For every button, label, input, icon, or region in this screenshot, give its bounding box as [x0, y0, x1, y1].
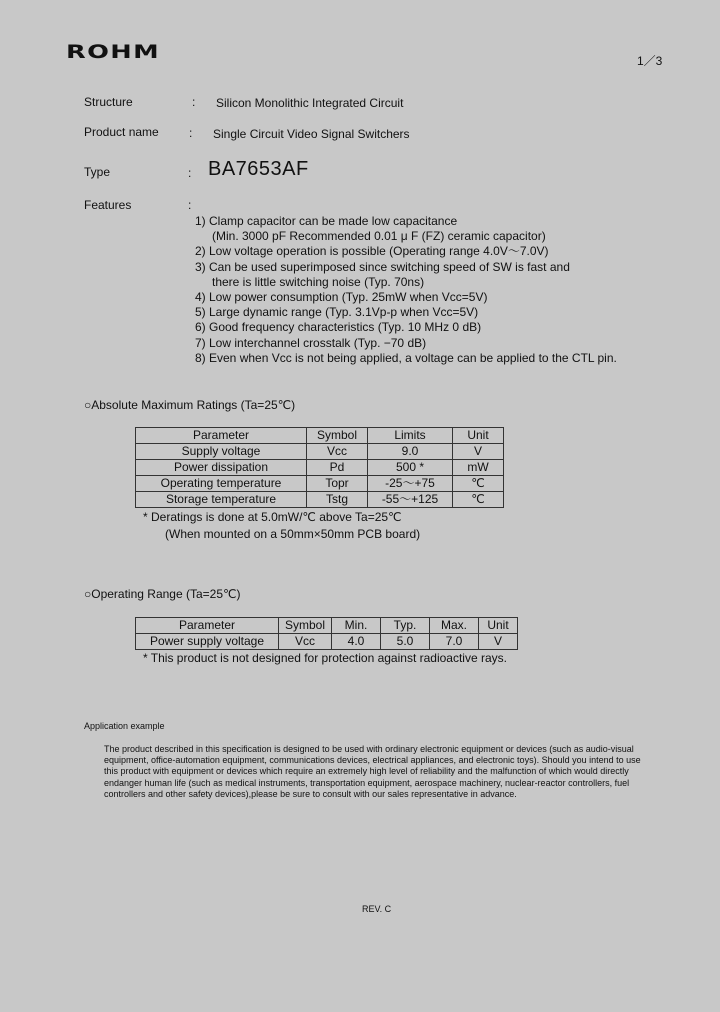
feature-item: 7) Low interchannel crosstalk (Typ. −70 dB) [195, 335, 427, 350]
structure-value: Silicon Monolithic Integrated Circuit [216, 96, 404, 110]
revision-label: REV. C [362, 904, 392, 914]
feature-item: 4) Low power consumption (Typ. 25mW when Vcc=5V) [195, 290, 488, 305]
table-cell: 4.0 [332, 634, 381, 650]
table-cell: Storage temperature [136, 492, 307, 508]
application-body: The product described in this specification is designed to be used with ordinary electronic equipment or devices (such as audio-visual equipment, office-automation equipment, communications devices, electrical appliances, and electronic toys). Should you intend to use this product with equipment or devices which require an extremely high level of reliability and the malfunction of which would directly endanger human life (such as medical instruments, transportation equipment, aerospace machinery, nuclear-reactor controllers, fuel controllers and other safety devices),please be sure to consult with our sales representative in advance. [104, 744, 641, 799]
table-cell: Tstg [307, 492, 368, 508]
structure-label: Structure [84, 95, 133, 109]
table-header-row [136, 618, 518, 634]
features-list [195, 214, 617, 366]
page-number: 1／3 [637, 54, 663, 68]
op-range-table [135, 617, 518, 650]
derating-note: * Deratings is done at 5.0mW/℃ above Ta=25℃ [143, 510, 402, 524]
table-cell: -55～+125 [368, 492, 453, 508]
table-row [136, 444, 504, 460]
feature-item: there is little switching noise (Typ. 70ns) [212, 274, 425, 289]
feature-item: (Min. 3000 pF Recommended 0.01 μ F (FZ) ceramic capacitor) [212, 229, 546, 244]
table-row [136, 634, 518, 650]
table-cell: 9.0 [368, 444, 453, 460]
feature-item: 3) Can be used superimposed since switching speed of SW is fast and [195, 259, 570, 274]
features-colon: : [188, 198, 192, 212]
op-range-title: ○Operating Range (Ta=25℃) [84, 587, 241, 601]
table-cell: ℃ [453, 492, 504, 508]
feature-item: 1) Clamp capacitor can be made low capacitance [195, 214, 458, 228]
features-label: Features [84, 198, 132, 212]
feature-item: 2) Low voltage operation is possible (Operating range 4.0V～7.0V) [195, 244, 549, 259]
feature-item: 6) Good frequency characteristics (Typ. 10 MHz 0 dB) [195, 320, 482, 335]
application-title: Application example [84, 721, 165, 731]
table-cell: 5.0 [381, 634, 430, 650]
table-cell: V [479, 634, 518, 650]
table-cell: V [453, 444, 504, 460]
table-header-cell: Unit [453, 428, 504, 444]
table-header-cell: Typ. [381, 618, 430, 634]
table-cell: mW [453, 460, 504, 476]
table-cell: Supply voltage [136, 444, 307, 460]
table-header-cell: Min. [332, 618, 381, 634]
table-cell: -25～+75 [368, 476, 453, 492]
table-cell: Pd [307, 460, 368, 476]
table-header-cell: Max. [430, 618, 479, 634]
table-header-cell: Symbol [307, 428, 368, 444]
table-cell: Topr [307, 476, 368, 492]
table-header-row [136, 428, 504, 444]
radiation-note: * This product is not designed for protection against radioactive rays. [143, 651, 507, 665]
table-cell: 500 * [368, 460, 453, 476]
mounting-note: (When mounted on a 50mm×50mm PCB board) [165, 527, 421, 541]
abs-max-title: ○Absolute Maximum Ratings (Ta=25℃) [84, 398, 296, 412]
product-name-label: Product name [84, 125, 159, 139]
table-header-cell: Parameter [136, 618, 279, 634]
feature-item: 5) Large dynamic range (Typ. 3.1Vp-p when Vcc=5V) [195, 305, 479, 320]
product-name-value: Single Circuit Video Signal Switchers [213, 127, 410, 141]
type-label: Type [84, 165, 111, 179]
table-cell: Power supply voltage [136, 634, 279, 650]
table-row [136, 476, 504, 492]
rohm-logo: ROHM [66, 41, 160, 63]
table-cell: Vcc [279, 634, 332, 650]
table-row [136, 492, 504, 508]
type-colon: : [188, 166, 192, 180]
table-cell: 7.0 [430, 634, 479, 650]
table-header-cell: Limits [368, 428, 453, 444]
table-header-cell: Symbol [279, 618, 332, 634]
table-row [136, 460, 504, 476]
feature-item: 8) Even when Vcc is not being applied, a voltage can be applied to the CTL pin. [195, 350, 617, 365]
table-cell: Operating temperature [136, 476, 307, 492]
type-value: BA7653AF [208, 158, 309, 180]
table-cell: Power dissipation [136, 460, 307, 476]
abs-max-table [135, 427, 504, 508]
table-header-cell: Parameter [136, 428, 307, 444]
structure-colon: : [192, 95, 196, 109]
table-cell: Vcc [307, 444, 368, 460]
product-name-colon: : [189, 126, 193, 140]
table-header-cell: Unit [479, 618, 518, 634]
table-cell: ℃ [453, 476, 504, 492]
